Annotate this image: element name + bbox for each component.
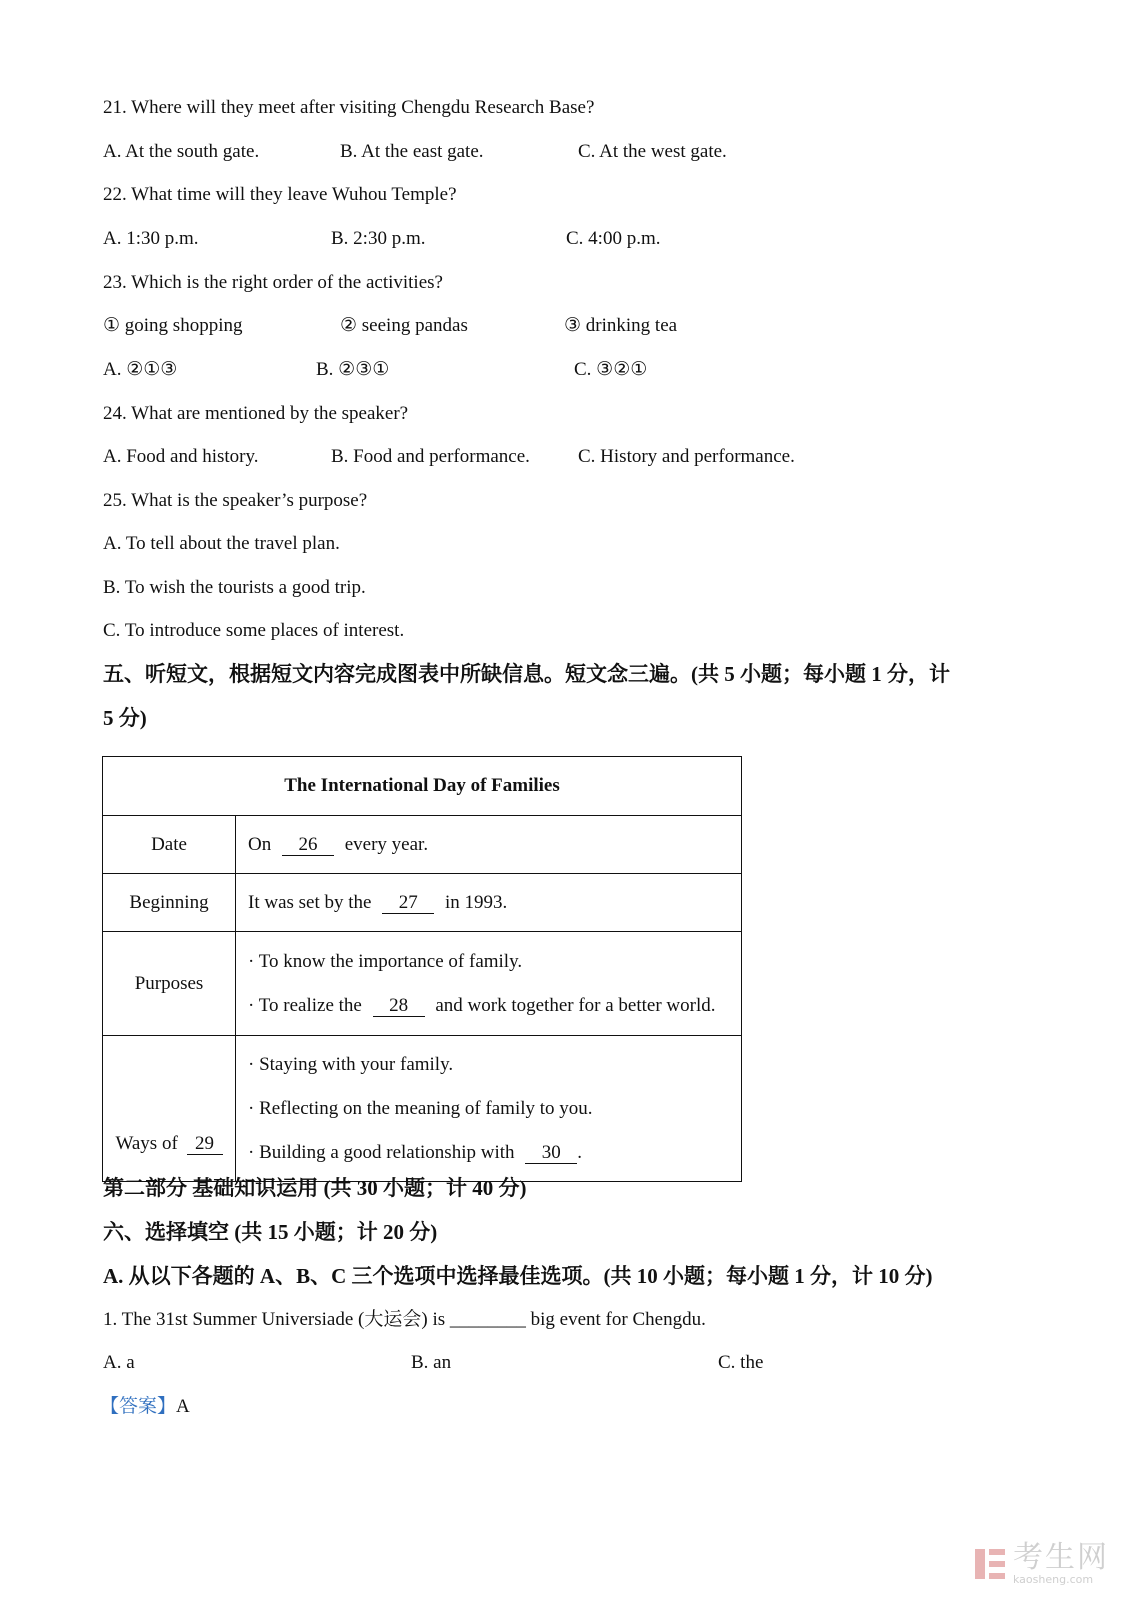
part-2-heading: 第二部分 基础知识运用 (共 30 小题；计 40 分): [103, 1176, 527, 1200]
watermark-text: [1013, 1542, 1109, 1586]
answer-value: A: [176, 1396, 190, 1417]
blank-28: 28: [373, 996, 425, 1017]
date-label: Date: [103, 816, 236, 874]
question-1-option-c: C. the: [718, 1352, 764, 1373]
question-22-stem: 22. What time will they leave Wuhou Temple?: [103, 184, 457, 205]
question-24-stem: 24. What are mentioned by the speaker?: [103, 403, 409, 424]
question-23-option-c: C. ③②①: [574, 359, 648, 380]
section-5-heading-line1: 五、听短文，根据短文内容完成图表中所缺信息。短文念三遍。(共 5 小题；每小题 1 分，计: [103, 662, 950, 686]
question-22-option-b: B. 2:30 p.m.: [331, 228, 426, 249]
question-21-stem: 21. Where will they meet after visiting Chengdu Research Base?: [103, 97, 595, 118]
question-24-option-a: A. Food and history.: [103, 446, 259, 467]
question-25-option-b: B. To wish the tourists a good trip.: [103, 577, 366, 598]
date-cell: [236, 816, 742, 874]
table-title: The International Day of Families: [103, 757, 742, 816]
way-3-pre: · Building a good relationship with: [248, 1141, 515, 1163]
section-6-heading: 六、选择填空 (共 15 小题；计 20 分): [103, 1220, 438, 1244]
purposes-cell: [236, 932, 742, 1036]
question-23-option-a: A. ②①③: [103, 359, 178, 380]
way-1: · Staying with your family.: [248, 1053, 454, 1075]
ways-label: [103, 1036, 236, 1182]
purpose-2-post: and work together for a better world.: [435, 994, 716, 1016]
question-21-option-a: A. At the south gate.: [103, 141, 260, 162]
purpose-1: · To know the importance of family.: [248, 950, 523, 972]
watermark-name: 考生网: [1013, 1540, 1109, 1575]
question-25-option-c: C. To introduce some places of interest.: [103, 620, 405, 641]
ways-label-pre: Ways of: [115, 1133, 178, 1154]
date-pre: On: [248, 833, 272, 855]
beginning-post: in 1993.: [444, 891, 508, 913]
way-3-post: .: [577, 1141, 583, 1163]
question-21-option-b: B. At the east gate.: [340, 141, 484, 162]
question-1-stem: 1. The 31st Summer Universiade (大运会) is ________ big event for Chengdu.: [103, 1309, 706, 1330]
blank-27: 27: [382, 893, 434, 914]
question-23-item-1: ① going shopping: [103, 315, 243, 336]
blank-29: 29: [187, 1134, 223, 1155]
question-23-item-2: ② seeing pandas: [340, 315, 468, 336]
question-24-option-b: B. Food and performance.: [331, 446, 530, 467]
question-21-option-c: C. At the west gate.: [578, 141, 727, 162]
question-22-option-a: A. 1:30 p.m.: [103, 228, 199, 249]
question-25-stem: 25. What is the speaker’s purpose?: [103, 490, 368, 511]
purpose-2-pre: · To realize the: [248, 994, 362, 1016]
question-22-option-c: C. 4:00 p.m.: [566, 228, 661, 249]
way-3: [248, 1131, 729, 1175]
section-5-heading-line2: 5 分): [103, 706, 147, 730]
families-table: [102, 756, 742, 1182]
beginning-cell: [236, 874, 742, 932]
beginning-pre: It was set by the: [248, 891, 372, 913]
watermark-url: kaosheng.com: [1013, 1573, 1094, 1586]
watermark: [975, 1542, 1109, 1586]
question-1-option-b: B. an: [411, 1352, 452, 1373]
watermark-logo-icon: [975, 1549, 1005, 1579]
question-25-option-a: A. To tell about the travel plan.: [103, 533, 340, 554]
ways-cell: [236, 1036, 742, 1182]
answer-tag: 【答案】: [100, 1396, 177, 1417]
question-1-option-a: A. a: [103, 1352, 135, 1373]
question-23-item-3: ③ drinking tea: [564, 315, 678, 336]
purposes-label: Purposes: [103, 932, 236, 1036]
date-post: every year.: [344, 833, 429, 855]
question-23-stem: 23. Which is the right order of the activities?: [103, 272, 443, 293]
beginning-label: Beginning: [103, 874, 236, 932]
question-24-option-c: C. History and performance.: [578, 446, 795, 467]
answer-line: [100, 1395, 190, 1419]
purpose-2: [248, 984, 729, 1028]
blank-26: 26: [282, 835, 334, 856]
blank-30: 30: [525, 1143, 577, 1164]
way-2: · Reflecting on the meaning of family to you.: [248, 1097, 593, 1119]
question-23-option-b: B. ②③①: [316, 359, 390, 380]
section-a-heading: A. 从以下各题的 A、B、C 三个选项中选择最佳选项。(共 10 小题；每小题 1 分，计 10 分): [103, 1264, 933, 1288]
